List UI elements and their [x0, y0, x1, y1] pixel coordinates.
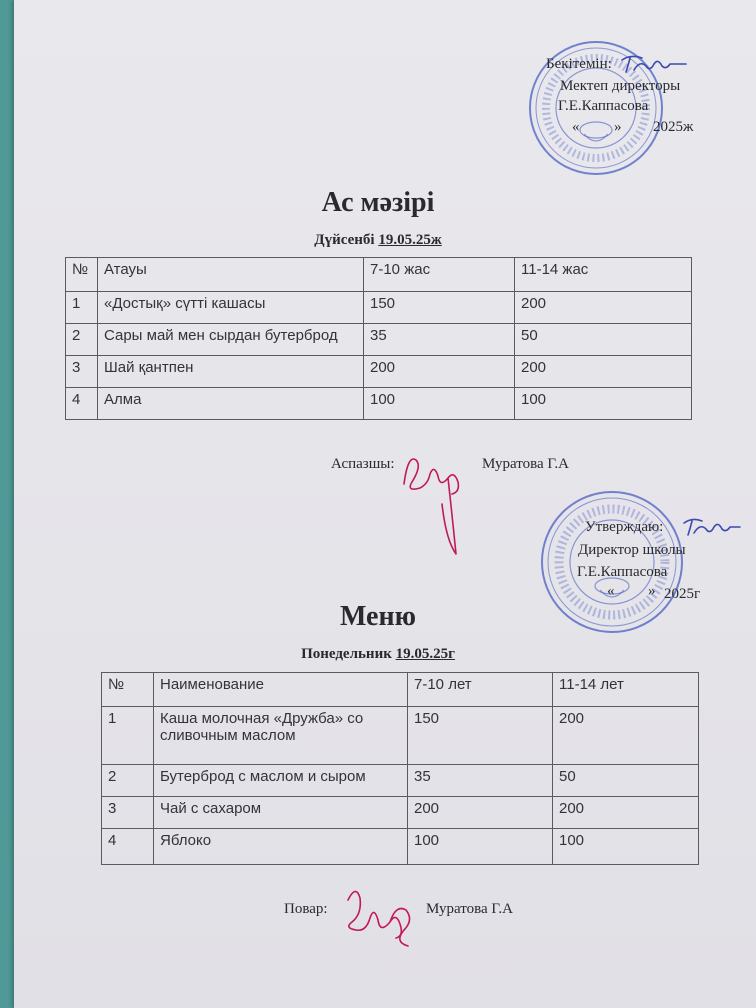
approval-quote-close-kz: »: [614, 119, 622, 135]
header-cell: 7-10 жас: [364, 258, 515, 292]
table-cell: Бутерброд с маслом и сыром: [154, 765, 408, 797]
table-cell: 50: [553, 765, 699, 797]
menu-table-ru: [101, 672, 699, 865]
cook-signature-ru: [334, 880, 420, 956]
table-cell: 1: [66, 292, 98, 324]
table-cell: 35: [408, 765, 553, 797]
cook-name-ru: Муратова Г.А: [426, 901, 513, 917]
table-row: [66, 388, 692, 420]
director-signature-ru: [682, 515, 742, 539]
table-cell: 50: [515, 324, 692, 356]
table-cell: 150: [364, 292, 515, 324]
table-row: [102, 829, 699, 865]
table-row: [102, 707, 699, 765]
day-kz: Дүйсенбі: [314, 232, 375, 248]
table-row: [66, 324, 692, 356]
table-cell: 2: [66, 324, 98, 356]
header-cell: 11-14 лет: [553, 673, 699, 707]
approval-label-ru: Утверждаю:: [585, 519, 664, 535]
table-cell: 3: [66, 356, 98, 388]
table-cell: 35: [364, 324, 515, 356]
table-cell: 200: [553, 797, 699, 829]
table-cell: Чай с сахаром: [154, 797, 408, 829]
approval-position-ru: Директор школы: [578, 542, 686, 558]
table-cell: 2: [102, 765, 154, 797]
header-cell: 7-10 лет: [408, 673, 553, 707]
table-row: [66, 292, 692, 324]
menu-table-kz: [65, 257, 692, 420]
table-row: [66, 356, 692, 388]
approval-year-ru: 2025г: [664, 586, 701, 602]
table-cell: 100: [553, 829, 699, 865]
header-cell: №: [66, 258, 98, 292]
date-ru: 19.05.25г: [395, 646, 455, 662]
table-cell: 150: [408, 707, 553, 765]
approval-name-ru: Г.Е.Каппасова: [577, 564, 668, 580]
approval-quote-open-kz: «: [572, 119, 580, 135]
table-cell: Каша молочная «Дружба» со сливочным маслом: [154, 707, 408, 765]
date-kz: 19.05.25ж: [378, 232, 442, 248]
header-cell: №: [102, 673, 154, 707]
table-cell: «Достық» сүтті кашасы: [98, 292, 364, 324]
table-cell: Яблоко: [154, 829, 408, 865]
table-cell: 1: [102, 707, 154, 765]
table-cell: 100: [364, 388, 515, 420]
table-cell: 100: [408, 829, 553, 865]
cook-signature-kz: [394, 444, 474, 562]
table-cell: 3: [102, 797, 154, 829]
approval-position-kz: Мектеп директоры: [560, 78, 681, 94]
table-cell: 4: [102, 829, 154, 865]
date-line-kz: [0, 232, 756, 249]
page-title-kz: Ас мәзірі: [321, 187, 435, 218]
approval-label-kz: Бекітемін:: [546, 56, 612, 72]
director-signature-kz: [620, 52, 690, 76]
table-cell: 200: [553, 707, 699, 765]
table-cell: 200: [515, 292, 692, 324]
approval-quote-open-ru: «: [607, 583, 615, 599]
table-row: [102, 765, 699, 797]
table-header-row: [66, 258, 692, 292]
table-cell: Сары май мен сырдан бутерброд: [98, 324, 364, 356]
table-cell: 200: [408, 797, 553, 829]
table-cell: 4: [66, 388, 98, 420]
cook-name-kz: Муратова Г.А: [482, 456, 569, 472]
cook-label-ru: Повар:: [284, 901, 328, 917]
table-cell: Алма: [98, 388, 364, 420]
header-cell: Наименование: [154, 673, 408, 707]
date-line-ru: [0, 646, 756, 663]
table-cell: 200: [515, 356, 692, 388]
approval-name-kz: Г.Е.Каппасова: [558, 98, 649, 114]
approval-quote-close-ru: »: [648, 583, 656, 599]
header-cell: Атауы: [98, 258, 364, 292]
day-ru: Понедельник: [301, 646, 392, 662]
page-title-ru: Меню: [339, 601, 416, 632]
table-cell: Шай қантпен: [98, 356, 364, 388]
table-cell: 100: [515, 388, 692, 420]
header-cell: 11-14 жас: [515, 258, 692, 292]
approval-year-kz: 2025ж: [653, 119, 694, 135]
table-cell: 200: [364, 356, 515, 388]
table-header-row: [102, 673, 699, 707]
cook-label-kz: Аспазшы:: [331, 456, 395, 472]
table-row: [102, 797, 699, 829]
